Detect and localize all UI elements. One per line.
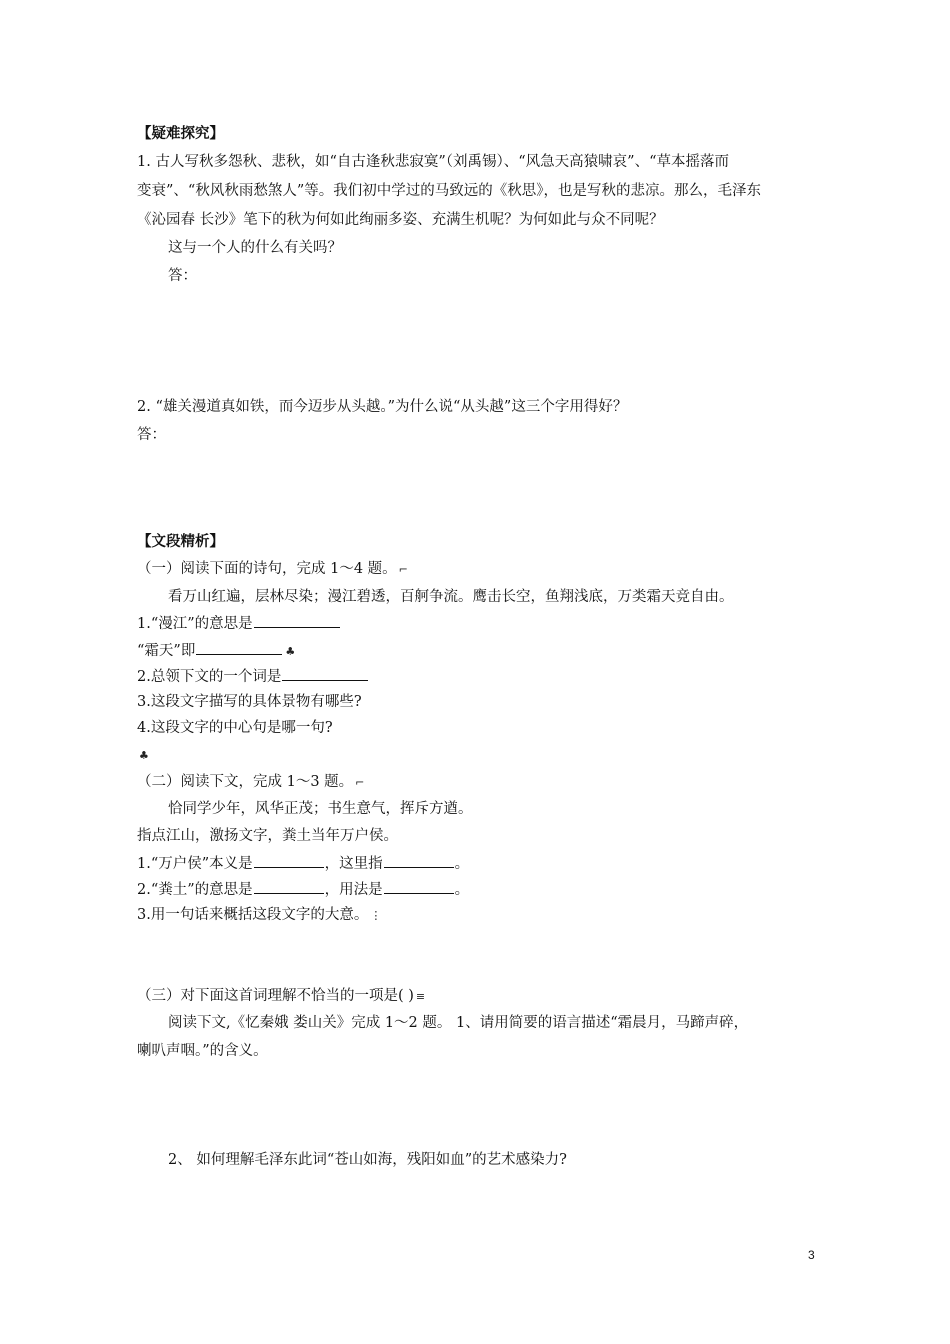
answer-blank xyxy=(254,879,324,894)
question-1-answer: 答： xyxy=(168,268,197,284)
section-heading-difficult: 【疑难探究】 xyxy=(137,125,224,142)
part-2-text-1: 恰同学少年，风华正茂；书生意气，挥斥方遒。 xyxy=(168,801,473,817)
page-number: 3 xyxy=(808,1248,815,1262)
part-1-question-1b: “霜天”即 ♣ xyxy=(137,640,295,662)
layout-mark-icon: ⋮ xyxy=(370,909,382,922)
question-2: 2. “雄关漫道真如铁，而今迈步从头越。”为什么说“从头越”这三个字用得好？ xyxy=(137,399,628,415)
part-1-question-4: 4.这段文字的中心句是哪一句? xyxy=(137,720,333,736)
layout-mark-icon: ≡ xyxy=(415,990,426,1003)
part-3-text-1: 阅读下文,《忆秦娥 娄山关》完成 1～2 题。 1、请用简要的语言描述“霜晨月，马蹄声碎， xyxy=(168,1015,749,1031)
question-1-line-4: 这与一个人的什么有关吗？ xyxy=(168,240,342,256)
layout-mark-icon: ♣ xyxy=(285,645,296,658)
part-1-question-2: 2.总领下文的一个词是 xyxy=(137,666,369,687)
section-heading-analysis: 【文段精析】 xyxy=(137,533,224,550)
part-2-question-2: 2.“粪土”的意思是 ，用法是 。 xyxy=(137,879,469,900)
part-1-question-1: 1.“漫江”的意思是 xyxy=(137,613,341,634)
answer-blank xyxy=(196,640,282,655)
answer-blank xyxy=(384,853,454,868)
part-2-question-1: 1.“万户侯”本义是 ，这里指 。 xyxy=(137,853,469,874)
layout-mark-row xyxy=(137,745,149,766)
question-1-line-3: 《沁园春 长沙》笔下的秋为何如此绚丽多姿、充满生机呢？为何如此与众不同呢？ xyxy=(137,212,664,228)
question-1-line-2: 变衰”、“秋风秋雨愁煞人”等。我们初中学过的马致远的《秋思》，也是写秋的悲凉。那么，毛泽东 xyxy=(137,183,761,199)
part-2-text-2: 指点江山，激扬文字，粪土当年万户侯。 xyxy=(137,828,398,844)
part-1-question-3: 3.这段文字描写的具体景物有哪些? xyxy=(137,694,362,710)
layout-mark-icon: ♣ xyxy=(139,749,149,762)
part-3-intro: （三）对下面这首词理解不恰当的一项是( ) ≡ xyxy=(137,988,426,1004)
answer-blank xyxy=(282,666,368,681)
layout-mark-icon: ⌐ xyxy=(398,563,408,576)
part-2-intro: （二）阅读下文，完成 1～3 题。 ⌐ xyxy=(137,774,365,790)
part-3-question-2: 2、 如何理解毛泽东此词“苍山如海，残阳如血”的艺术感染力? xyxy=(168,1152,567,1168)
answer-blank xyxy=(384,879,454,894)
part-2-question-3: 3.用一句话来概括这段文字的大意。 ⋮ xyxy=(137,907,382,923)
question-2-answer: 答： xyxy=(137,427,166,443)
answer-blank xyxy=(254,613,340,628)
layout-mark-icon: ⌐ xyxy=(355,776,365,789)
question-1-line-1: 1. 古人写秋多怨秋、悲秋，如“自古逢秋悲寂寞”（刘禹锡）、“风急天高猿啸哀”、“草本摇落而 xyxy=(137,154,730,170)
answer-blank xyxy=(254,853,324,868)
part-1-text: 看万山红遍，层林尽染；漫江碧透，百舸争流。鹰击长空，鱼翔浅底，万类霜天竞自由。 xyxy=(168,589,734,605)
part-1-intro: （一）阅读下面的诗句，完成 1～4 题。 ⌐ xyxy=(137,561,408,577)
part-3-text-2: 喇叭声咽。”的含义。 xyxy=(137,1043,268,1059)
